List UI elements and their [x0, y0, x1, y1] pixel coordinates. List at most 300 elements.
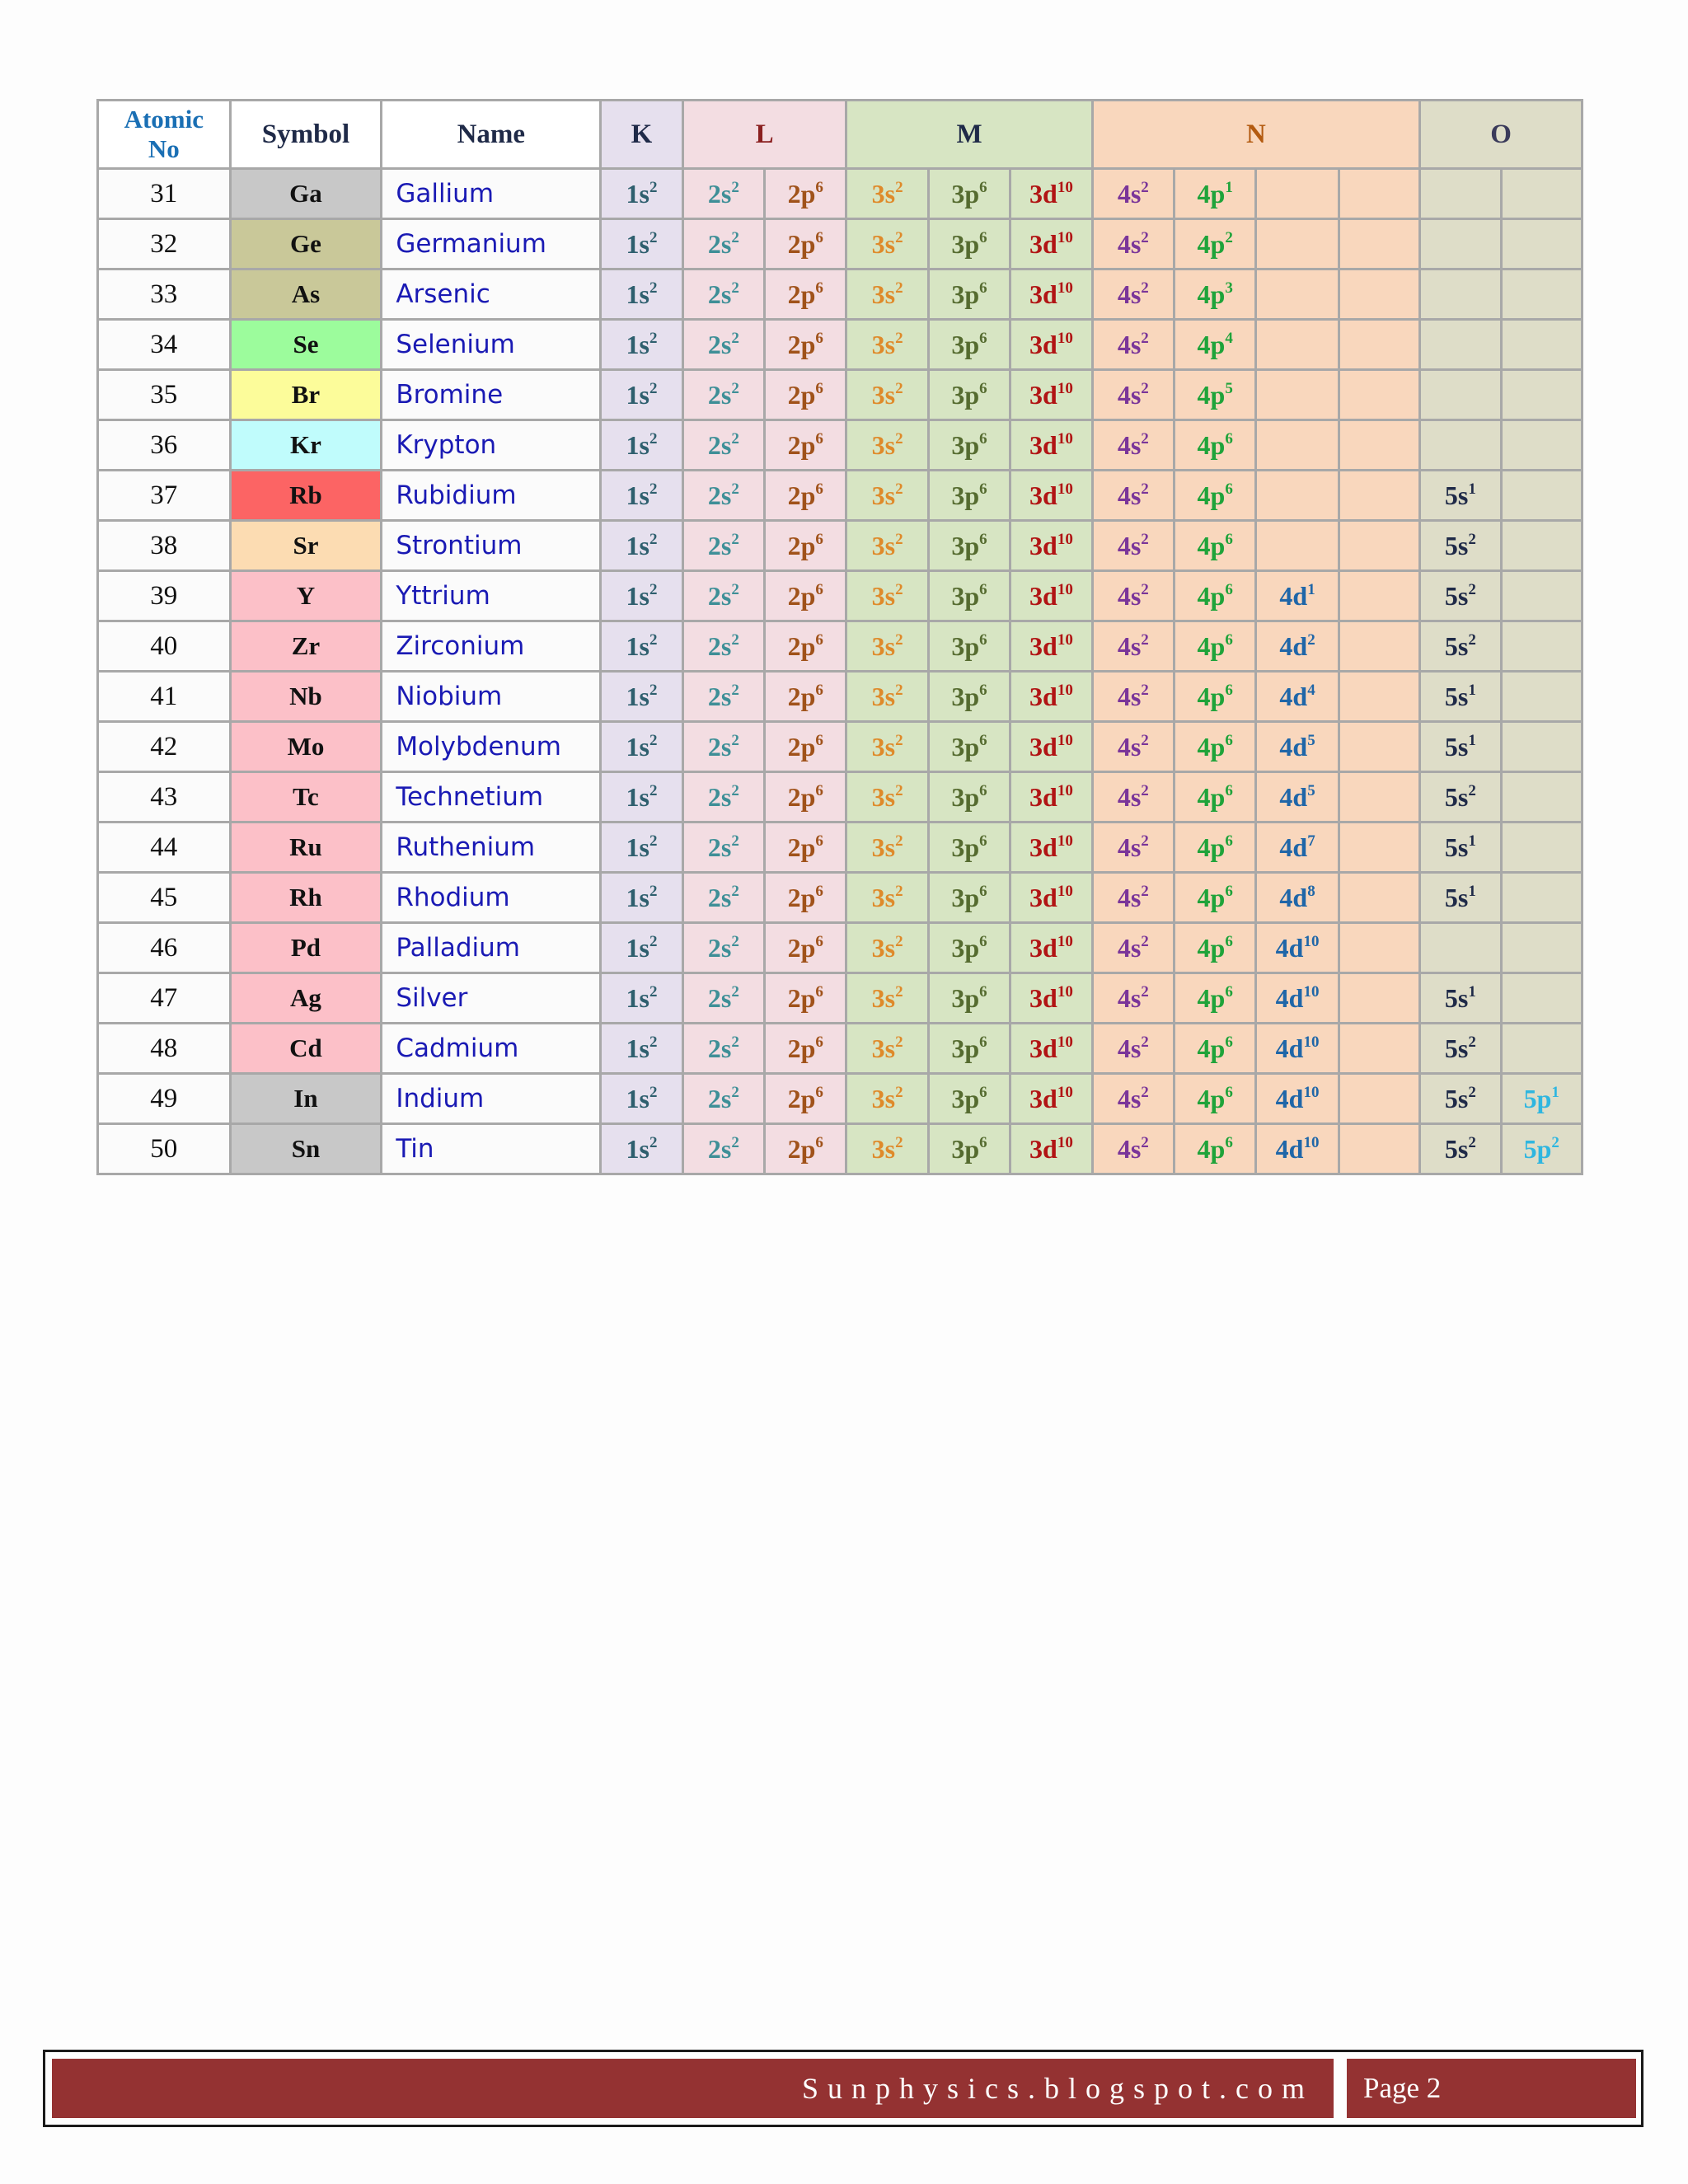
orbital-label: 3s	[871, 731, 896, 762]
orbital-electron-count: 2	[649, 178, 658, 196]
orbital-label: 2p	[787, 882, 816, 912]
orbital-label: 5s	[1444, 882, 1469, 912]
orbital-cell-m1	[846, 219, 928, 269]
orbital-cell-n4	[1339, 873, 1419, 923]
orbital-electron-count: 1	[1468, 681, 1476, 699]
orbital-label: 2p	[787, 731, 816, 762]
element-name-cell: Zirconium	[382, 621, 601, 672]
orbital-cell-o1	[1420, 973, 1501, 1024]
orbital-label: 2s	[707, 630, 732, 661]
orbital-cell-l2	[765, 471, 846, 521]
orbital-electron-count: 2	[649, 882, 658, 900]
atomic-number-cell: 40	[98, 621, 231, 672]
orbital-cell-n2	[1175, 370, 1256, 420]
orbital-label: 1s	[626, 982, 649, 1013]
orbital-label: 4s	[1117, 228, 1142, 259]
orbital-cell-m2	[928, 471, 1010, 521]
element-name-cell: Molybdenum	[382, 722, 601, 772]
orbital-electron-count: 6	[979, 580, 987, 598]
orbital-electron-count: 6	[1225, 882, 1233, 900]
orbital-label: 4p	[1197, 731, 1226, 762]
orbital-label: 3d	[1029, 832, 1057, 862]
orbital-label: 2s	[707, 178, 732, 209]
orbital-label: 3s	[871, 630, 896, 661]
orbital-cell-o1	[1420, 571, 1501, 621]
orbital-cell-m1	[846, 873, 928, 923]
orbital-label: 3d	[1029, 882, 1057, 912]
orbital-cell-m3	[1010, 219, 1092, 269]
orbital-label: 5s	[1444, 982, 1469, 1013]
orbital-label: 1s	[626, 932, 649, 963]
orbital-electron-count: 10	[1057, 932, 1073, 950]
orbital-label: 2s	[707, 1033, 732, 1063]
orbital-cell-k	[601, 370, 682, 420]
orbital-label: 3d	[1029, 982, 1057, 1013]
orbital-cell-m2	[928, 420, 1010, 471]
orbital-label: 1s	[626, 429, 649, 460]
orbital-label: 4p	[1197, 630, 1226, 661]
table-row	[98, 1074, 1582, 1124]
orbital-cell-o1	[1420, 320, 1501, 370]
orbital-electron-count: 6	[815, 580, 823, 598]
orbital-label: 4s	[1117, 329, 1142, 359]
orbital-cell-l1	[682, 621, 764, 672]
orbital-electron-count: 2	[895, 178, 903, 196]
orbital-label: 4s	[1117, 379, 1142, 410]
orbital-electron-count: 6	[815, 982, 823, 1001]
orbital-label: 3d	[1029, 781, 1057, 812]
element-name-cell: Tin	[382, 1124, 601, 1174]
orbital-label: 3s	[871, 1033, 896, 1063]
orbital-cell-l2	[765, 320, 846, 370]
orbital-cell-o2	[1501, 1074, 1582, 1124]
orbital-cell-n3	[1256, 571, 1339, 621]
orbital-label: 4s	[1117, 982, 1142, 1013]
orbital-cell-m3	[1010, 420, 1092, 471]
orbital-cell-m3	[1010, 269, 1092, 320]
orbital-cell-k	[601, 722, 682, 772]
element-name-cell: Niobium	[382, 672, 601, 722]
table-row	[98, 571, 1582, 621]
footer-site-name: Sunphysics.blogspot.com	[52, 2059, 1334, 2118]
symbol-cell: Sn	[230, 1124, 382, 1174]
orbital-cell-n1	[1092, 722, 1174, 772]
orbital-electron-count: 2	[895, 379, 903, 397]
orbital-electron-count: 6	[1225, 630, 1233, 649]
orbital-electron-count: 6	[815, 630, 823, 649]
orbital-label: 4d	[1279, 681, 1308, 711]
orbital-electron-count: 2	[1468, 1083, 1476, 1101]
orbital-electron-count: 2	[731, 932, 739, 950]
orbital-cell-n4	[1339, 923, 1419, 973]
orbital-label: 4d	[1275, 932, 1304, 963]
orbital-electron-count: 6	[979, 681, 987, 699]
orbital-label: 3s	[871, 932, 896, 963]
orbital-electron-count: 2	[895, 1133, 903, 1151]
orbital-electron-count: 2	[731, 178, 739, 196]
orbital-cell-k	[601, 169, 682, 219]
orbital-label: 2s	[707, 429, 732, 460]
orbital-cell-m2	[928, 772, 1010, 823]
orbital-label: 4d	[1275, 1083, 1304, 1113]
orbital-label: 4s	[1117, 882, 1142, 912]
orbital-cell-m1	[846, 1024, 928, 1074]
table-body	[98, 169, 1582, 1174]
orbital-electron-count: 2	[895, 932, 903, 950]
orbital-cell-l2	[765, 722, 846, 772]
orbital-electron-count: 6	[979, 832, 987, 850]
orbital-label: 1s	[626, 1033, 649, 1063]
orbital-electron-count: 2	[731, 1083, 739, 1101]
orbital-label: 1s	[626, 279, 649, 309]
orbital-cell-l2	[765, 672, 846, 722]
orbital-cell-m2	[928, 873, 1010, 923]
orbital-electron-count: 6	[1225, 731, 1233, 749]
orbital-cell-l2	[765, 269, 846, 320]
header-name: Name	[382, 101, 601, 169]
symbol-cell: Y	[230, 571, 382, 621]
orbital-cell-l1	[682, 420, 764, 471]
orbital-label: 4p	[1197, 228, 1226, 259]
orbital-cell-n4	[1339, 672, 1419, 722]
orbital-cell-n4	[1339, 521, 1419, 571]
orbital-cell-m1	[846, 320, 928, 370]
orbital-label: 1s	[626, 329, 649, 359]
orbital-label: 2s	[707, 832, 732, 862]
orbital-label: 3s	[871, 1133, 896, 1164]
orbital-label: 3s	[871, 781, 896, 812]
orbital-cell-o1	[1420, 471, 1501, 521]
orbital-cell-m3	[1010, 471, 1092, 521]
symbol-cell: Pd	[230, 923, 382, 973]
orbital-electron-count: 6	[1225, 781, 1233, 799]
orbital-cell-o2	[1501, 823, 1582, 873]
orbital-electron-count: 6	[1225, 982, 1233, 1001]
orbital-cell-n1	[1092, 219, 1174, 269]
orbital-cell-o1	[1420, 219, 1501, 269]
orbital-electron-count: 6	[1225, 429, 1233, 448]
orbital-label: 5s	[1444, 480, 1469, 510]
orbital-electron-count: 6	[815, 530, 823, 548]
orbital-label: 4p	[1197, 178, 1226, 209]
orbital-label: 2p	[787, 530, 816, 560]
symbol-cell: As	[230, 269, 382, 320]
table-row	[98, 420, 1582, 471]
orbital-label: 4p	[1197, 279, 1226, 309]
orbital-cell-n3	[1256, 722, 1339, 772]
orbital-label: 4d	[1275, 1033, 1304, 1063]
orbital-electron-count: 6	[979, 731, 987, 749]
orbital-electron-count: 10	[1057, 1033, 1073, 1051]
orbital-cell-l2	[765, 1124, 846, 1174]
orbital-electron-count: 2	[731, 279, 739, 297]
orbital-electron-count: 2	[731, 1033, 739, 1051]
orbital-electron-count: 6	[1225, 681, 1233, 699]
orbital-label: 2s	[707, 379, 732, 410]
orbital-label: 4p	[1197, 1033, 1226, 1063]
symbol-cell: Ge	[230, 219, 382, 269]
orbital-cell-l1	[682, 873, 764, 923]
orbital-cell-n3	[1256, 823, 1339, 873]
orbital-label: 3s	[871, 982, 896, 1013]
orbital-electron-count: 2	[649, 1133, 658, 1151]
orbital-label: 1s	[626, 630, 649, 661]
orbital-cell-m3	[1010, 370, 1092, 420]
orbital-cell-m2	[928, 1124, 1010, 1174]
orbital-electron-count: 7	[1307, 832, 1315, 850]
orbital-label: 1s	[626, 379, 649, 410]
orbital-cell-n1	[1092, 672, 1174, 722]
orbital-label: 4p	[1197, 781, 1226, 812]
orbital-label: 3s	[871, 882, 896, 912]
orbital-cell-l2	[765, 772, 846, 823]
orbital-electron-count: 6	[979, 882, 987, 900]
orbital-cell-n3	[1256, 320, 1339, 370]
orbital-electron-count: 2	[731, 832, 739, 850]
orbital-electron-count: 2	[1141, 832, 1149, 850]
orbital-cell-m2	[928, 1024, 1010, 1074]
orbital-electron-count: 6	[815, 882, 823, 900]
orbital-electron-count: 2	[649, 228, 658, 246]
atomic-number-cell: 35	[98, 370, 231, 420]
orbital-cell-l1	[682, 1074, 764, 1124]
orbital-cell-k	[601, 320, 682, 370]
orbital-cell-m1	[846, 370, 928, 420]
table-row	[98, 923, 1582, 973]
symbol-cell: Zr	[230, 621, 382, 672]
orbital-electron-count: 2	[1141, 580, 1149, 598]
orbital-electron-count: 2	[1468, 630, 1476, 649]
orbital-label: 3p	[951, 228, 980, 259]
orbital-cell-n3	[1256, 521, 1339, 571]
orbital-electron-count: 10	[1057, 530, 1073, 548]
orbital-cell-m2	[928, 219, 1010, 269]
table-row	[98, 370, 1582, 420]
orbital-label: 4s	[1117, 681, 1142, 711]
element-name-cell: Germanium	[382, 219, 601, 269]
orbital-electron-count: 6	[815, 1033, 823, 1051]
orbital-cell-m3	[1010, 722, 1092, 772]
orbital-cell-l2	[765, 873, 846, 923]
orbital-electron-count: 8	[1307, 882, 1315, 900]
orbital-label: 1s	[626, 480, 649, 510]
orbital-electron-count: 2	[731, 580, 739, 598]
symbol-cell: Rh	[230, 873, 382, 923]
atomic-number-cell: 33	[98, 269, 231, 320]
orbital-cell-k	[601, 420, 682, 471]
orbital-label: 4s	[1117, 932, 1142, 963]
orbital-cell-m2	[928, 370, 1010, 420]
orbital-label: 3p	[951, 1033, 980, 1063]
orbital-electron-count: 2	[649, 1033, 658, 1051]
orbital-label: 2s	[707, 982, 732, 1013]
table-row	[98, 823, 1582, 873]
table-row	[98, 873, 1582, 923]
orbital-label: 4d	[1279, 630, 1308, 661]
orbital-cell-k	[601, 873, 682, 923]
orbital-cell-l1	[682, 169, 764, 219]
orbital-electron-count: 1	[1307, 580, 1315, 598]
orbital-label: 2p	[787, 1133, 816, 1164]
orbital-electron-count: 6	[1225, 1133, 1233, 1151]
orbital-cell-n4	[1339, 1024, 1419, 1074]
orbital-cell-m2	[928, 923, 1010, 973]
orbital-electron-count: 10	[1303, 1133, 1320, 1151]
orbital-electron-count: 2	[1141, 480, 1149, 498]
orbital-cell-n2	[1175, 1074, 1256, 1124]
orbital-electron-count: 2	[1141, 178, 1149, 196]
orbital-cell-m1	[846, 722, 928, 772]
orbital-cell-l1	[682, 1024, 764, 1074]
orbital-label: 4p	[1197, 379, 1226, 410]
orbital-cell-n3	[1256, 1024, 1339, 1074]
orbital-label: 2p	[787, 228, 816, 259]
orbital-label: 3p	[951, 1083, 980, 1113]
orbital-cell-m3	[1010, 1124, 1092, 1174]
orbital-electron-count: 6	[979, 329, 987, 347]
orbital-electron-count: 6	[815, 1133, 823, 1151]
orbital-electron-count: 6	[979, 228, 987, 246]
orbital-cell-l2	[765, 973, 846, 1024]
orbital-cell-n3	[1256, 772, 1339, 823]
orbital-cell-l2	[765, 420, 846, 471]
orbital-electron-count: 2	[731, 480, 739, 498]
orbital-cell-l1	[682, 923, 764, 973]
orbital-cell-o2	[1501, 722, 1582, 772]
orbital-cell-l2	[765, 169, 846, 219]
orbital-cell-l1	[682, 370, 764, 420]
orbital-label: 5p	[1523, 1083, 1552, 1113]
orbital-label: 3p	[951, 731, 980, 762]
orbital-cell-n2	[1175, 672, 1256, 722]
orbital-electron-count: 2	[895, 329, 903, 347]
element-name-cell: Palladium	[382, 923, 601, 973]
orbital-cell-m3	[1010, 571, 1092, 621]
orbital-cell-n2	[1175, 471, 1256, 521]
orbital-electron-count: 2	[649, 982, 658, 1001]
orbital-label: 3s	[871, 228, 896, 259]
orbital-label: 5s	[1444, 731, 1469, 762]
orbital-label: 2s	[707, 580, 732, 611]
orbital-cell-k	[601, 923, 682, 973]
orbital-cell-n4	[1339, 320, 1419, 370]
orbital-label: 3d	[1029, 178, 1057, 209]
orbital-cell-m3	[1010, 672, 1092, 722]
orbital-cell-m3	[1010, 320, 1092, 370]
element-name-cell: Indium	[382, 1074, 601, 1124]
orbital-electron-count: 6	[1225, 832, 1233, 850]
orbital-electron-count: 10	[1303, 1033, 1320, 1051]
symbol-cell: Nb	[230, 672, 382, 722]
orbital-cell-l2	[765, 1074, 846, 1124]
orbital-label: 4s	[1117, 480, 1142, 510]
orbital-electron-count: 6	[815, 1083, 823, 1101]
orbital-cell-o1	[1420, 1024, 1501, 1074]
symbol-cell: In	[230, 1074, 382, 1124]
orbital-electron-count: 6	[815, 429, 823, 448]
orbital-cell-o1	[1420, 823, 1501, 873]
atomic-number-cell: 46	[98, 923, 231, 973]
orbital-electron-count: 10	[1057, 1083, 1073, 1101]
orbital-electron-count: 2	[1141, 228, 1149, 246]
orbital-electron-count: 1	[1468, 832, 1476, 850]
orbital-cell-o1	[1420, 1074, 1501, 1124]
orbital-cell-n2	[1175, 1024, 1256, 1074]
orbital-label: 1s	[626, 781, 649, 812]
orbital-cell-n3	[1256, 269, 1339, 320]
orbital-cell-o1	[1420, 923, 1501, 973]
orbital-electron-count: 2	[1141, 1083, 1149, 1101]
table-row	[98, 672, 1582, 722]
orbital-cell-n3	[1256, 973, 1339, 1024]
orbital-electron-count: 1	[1225, 178, 1233, 196]
orbital-label: 2p	[787, 1033, 816, 1063]
orbital-label: 5p	[1523, 1133, 1552, 1164]
orbital-electron-count: 2	[649, 480, 658, 498]
orbital-cell-m1	[846, 823, 928, 873]
table-row	[98, 1124, 1582, 1174]
orbital-label: 2p	[787, 329, 816, 359]
orbital-label: 2s	[707, 329, 732, 359]
orbital-electron-count: 6	[1225, 580, 1233, 598]
orbital-electron-count: 2	[1141, 279, 1149, 297]
orbital-label: 3s	[871, 681, 896, 711]
orbital-cell-n3	[1256, 370, 1339, 420]
orbital-label: 2s	[707, 530, 732, 560]
header-shell-o: O	[1420, 101, 1582, 169]
orbital-cell-n4	[1339, 471, 1419, 521]
atomic-number-cell: 48	[98, 1024, 231, 1074]
orbital-electron-count: 2	[1468, 1133, 1476, 1151]
orbital-cell-m1	[846, 672, 928, 722]
element-name-cell: Rubidium	[382, 471, 601, 521]
orbital-cell-o2	[1501, 873, 1582, 923]
orbital-electron-count: 6	[979, 982, 987, 1001]
orbital-cell-n3	[1256, 1124, 1339, 1174]
orbital-cell-m2	[928, 269, 1010, 320]
orbital-electron-count: 10	[1057, 480, 1073, 498]
orbital-cell-m3	[1010, 169, 1092, 219]
orbital-label: 3d	[1029, 480, 1057, 510]
orbital-label: 4d	[1279, 882, 1308, 912]
orbital-cell-m2	[928, 169, 1010, 219]
orbital-cell-n3	[1256, 873, 1339, 923]
orbital-electron-count: 6	[815, 279, 823, 297]
orbital-cell-o2	[1501, 772, 1582, 823]
atomic-number-cell: 32	[98, 219, 231, 269]
table-row	[98, 772, 1582, 823]
orbital-electron-count: 2	[1141, 530, 1149, 548]
orbital-cell-m1	[846, 973, 928, 1024]
orbital-electron-count: 2	[1307, 630, 1315, 649]
orbital-cell-n2	[1175, 169, 1256, 219]
orbital-label: 1s	[626, 1133, 649, 1164]
orbital-cell-n1	[1092, 823, 1174, 873]
orbital-cell-k	[601, 521, 682, 571]
orbital-cell-m3	[1010, 923, 1092, 973]
orbital-electron-count: 1	[1468, 982, 1476, 1001]
orbital-cell-n4	[1339, 370, 1419, 420]
orbital-label: 2p	[787, 781, 816, 812]
orbital-electron-count: 2	[731, 379, 739, 397]
element-name-cell: Rhodium	[382, 873, 601, 923]
orbital-electron-count: 6	[979, 630, 987, 649]
symbol-cell: Kr	[230, 420, 382, 471]
table-row	[98, 973, 1582, 1024]
orbital-cell-m3	[1010, 621, 1092, 672]
orbital-electron-count: 2	[649, 781, 658, 799]
header-shell-n: N	[1092, 101, 1420, 169]
